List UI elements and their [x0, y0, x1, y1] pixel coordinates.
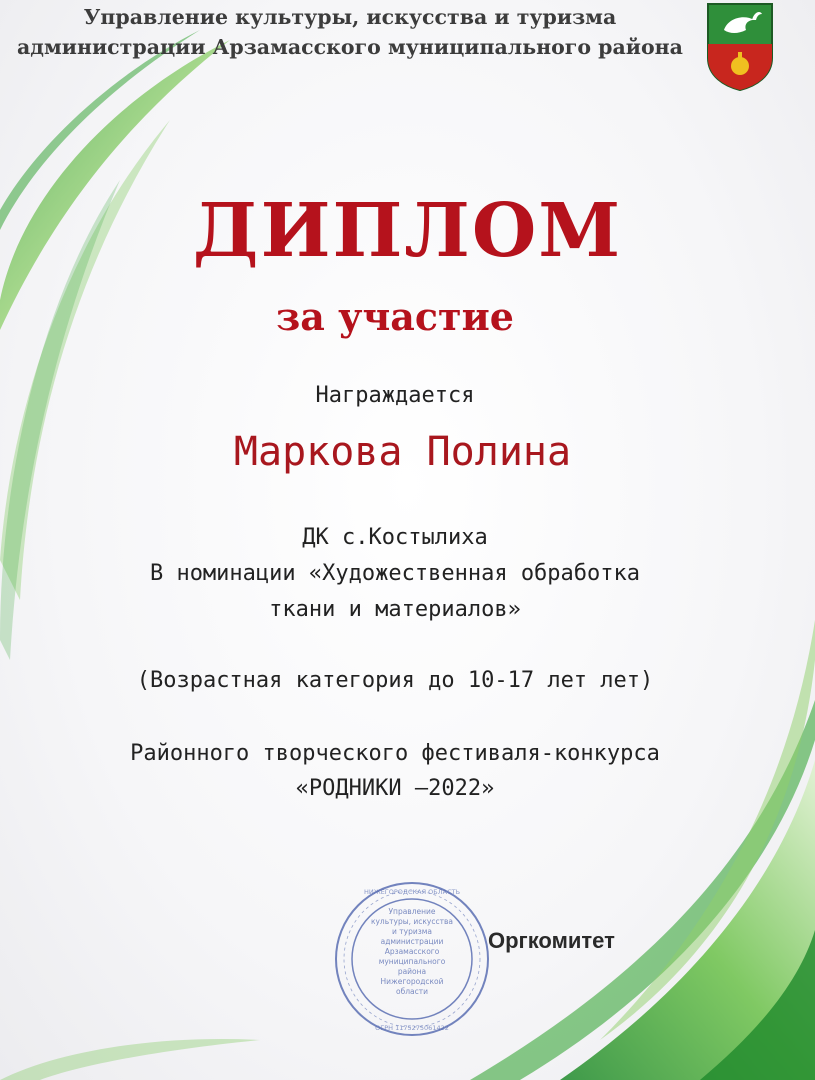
svg-text:ОГРН 1175275061422: ОГРН 1175275061422	[375, 1024, 449, 1032]
event-line-2: «РОДНИКИ –2022»	[295, 776, 495, 801]
organization-header	[0, 2, 700, 62]
nomination-line-2: ткани и материалов»	[269, 597, 521, 622]
recipient-name: Маркова Полина	[233, 429, 572, 475]
org-line-1: Управление культуры, искусства и туризма	[83, 5, 617, 29]
diploma-subtitle: за участие	[276, 294, 514, 339]
svg-text:муниципального: муниципального	[378, 957, 446, 966]
signatory: Оргкомитет	[488, 928, 615, 953]
svg-text:НИЖЕГОРОДСКАЯ ОБЛАСТЬ: НИЖЕГОРОДСКАЯ ОБЛАСТЬ	[363, 888, 461, 896]
event-line-1: Районного творческого фестиваля-конкурса	[130, 741, 660, 766]
svg-text:района: района	[397, 967, 427, 976]
awarded-label: Награждается	[315, 383, 475, 408]
svg-text:администрации: администрации	[380, 937, 444, 946]
diploma-title: ДИПЛОМ	[192, 188, 623, 274]
nomination-line-1: В номинации «Художественная обработка	[149, 561, 641, 586]
svg-text:Управление: Управление	[388, 907, 436, 916]
svg-text:области: области	[396, 987, 428, 996]
institution: ДК с.Костылиха	[302, 525, 488, 550]
age-category: (Возрастная категория до 10-17 лет лет)	[136, 668, 654, 693]
svg-text:и туризма: и туризма	[392, 927, 432, 936]
org-line-2: администрации Арзамасского муниципального района	[17, 35, 683, 59]
official-stamp	[333, 880, 491, 1038]
svg-text:культуры, искусства: культуры, искусства	[370, 917, 454, 926]
svg-text:Нижегородской: Нижегородской	[380, 977, 444, 986]
svg-text:Арзамасского: Арзамасского	[384, 947, 440, 956]
coat-of-arms-swan-icon	[704, 0, 776, 92]
